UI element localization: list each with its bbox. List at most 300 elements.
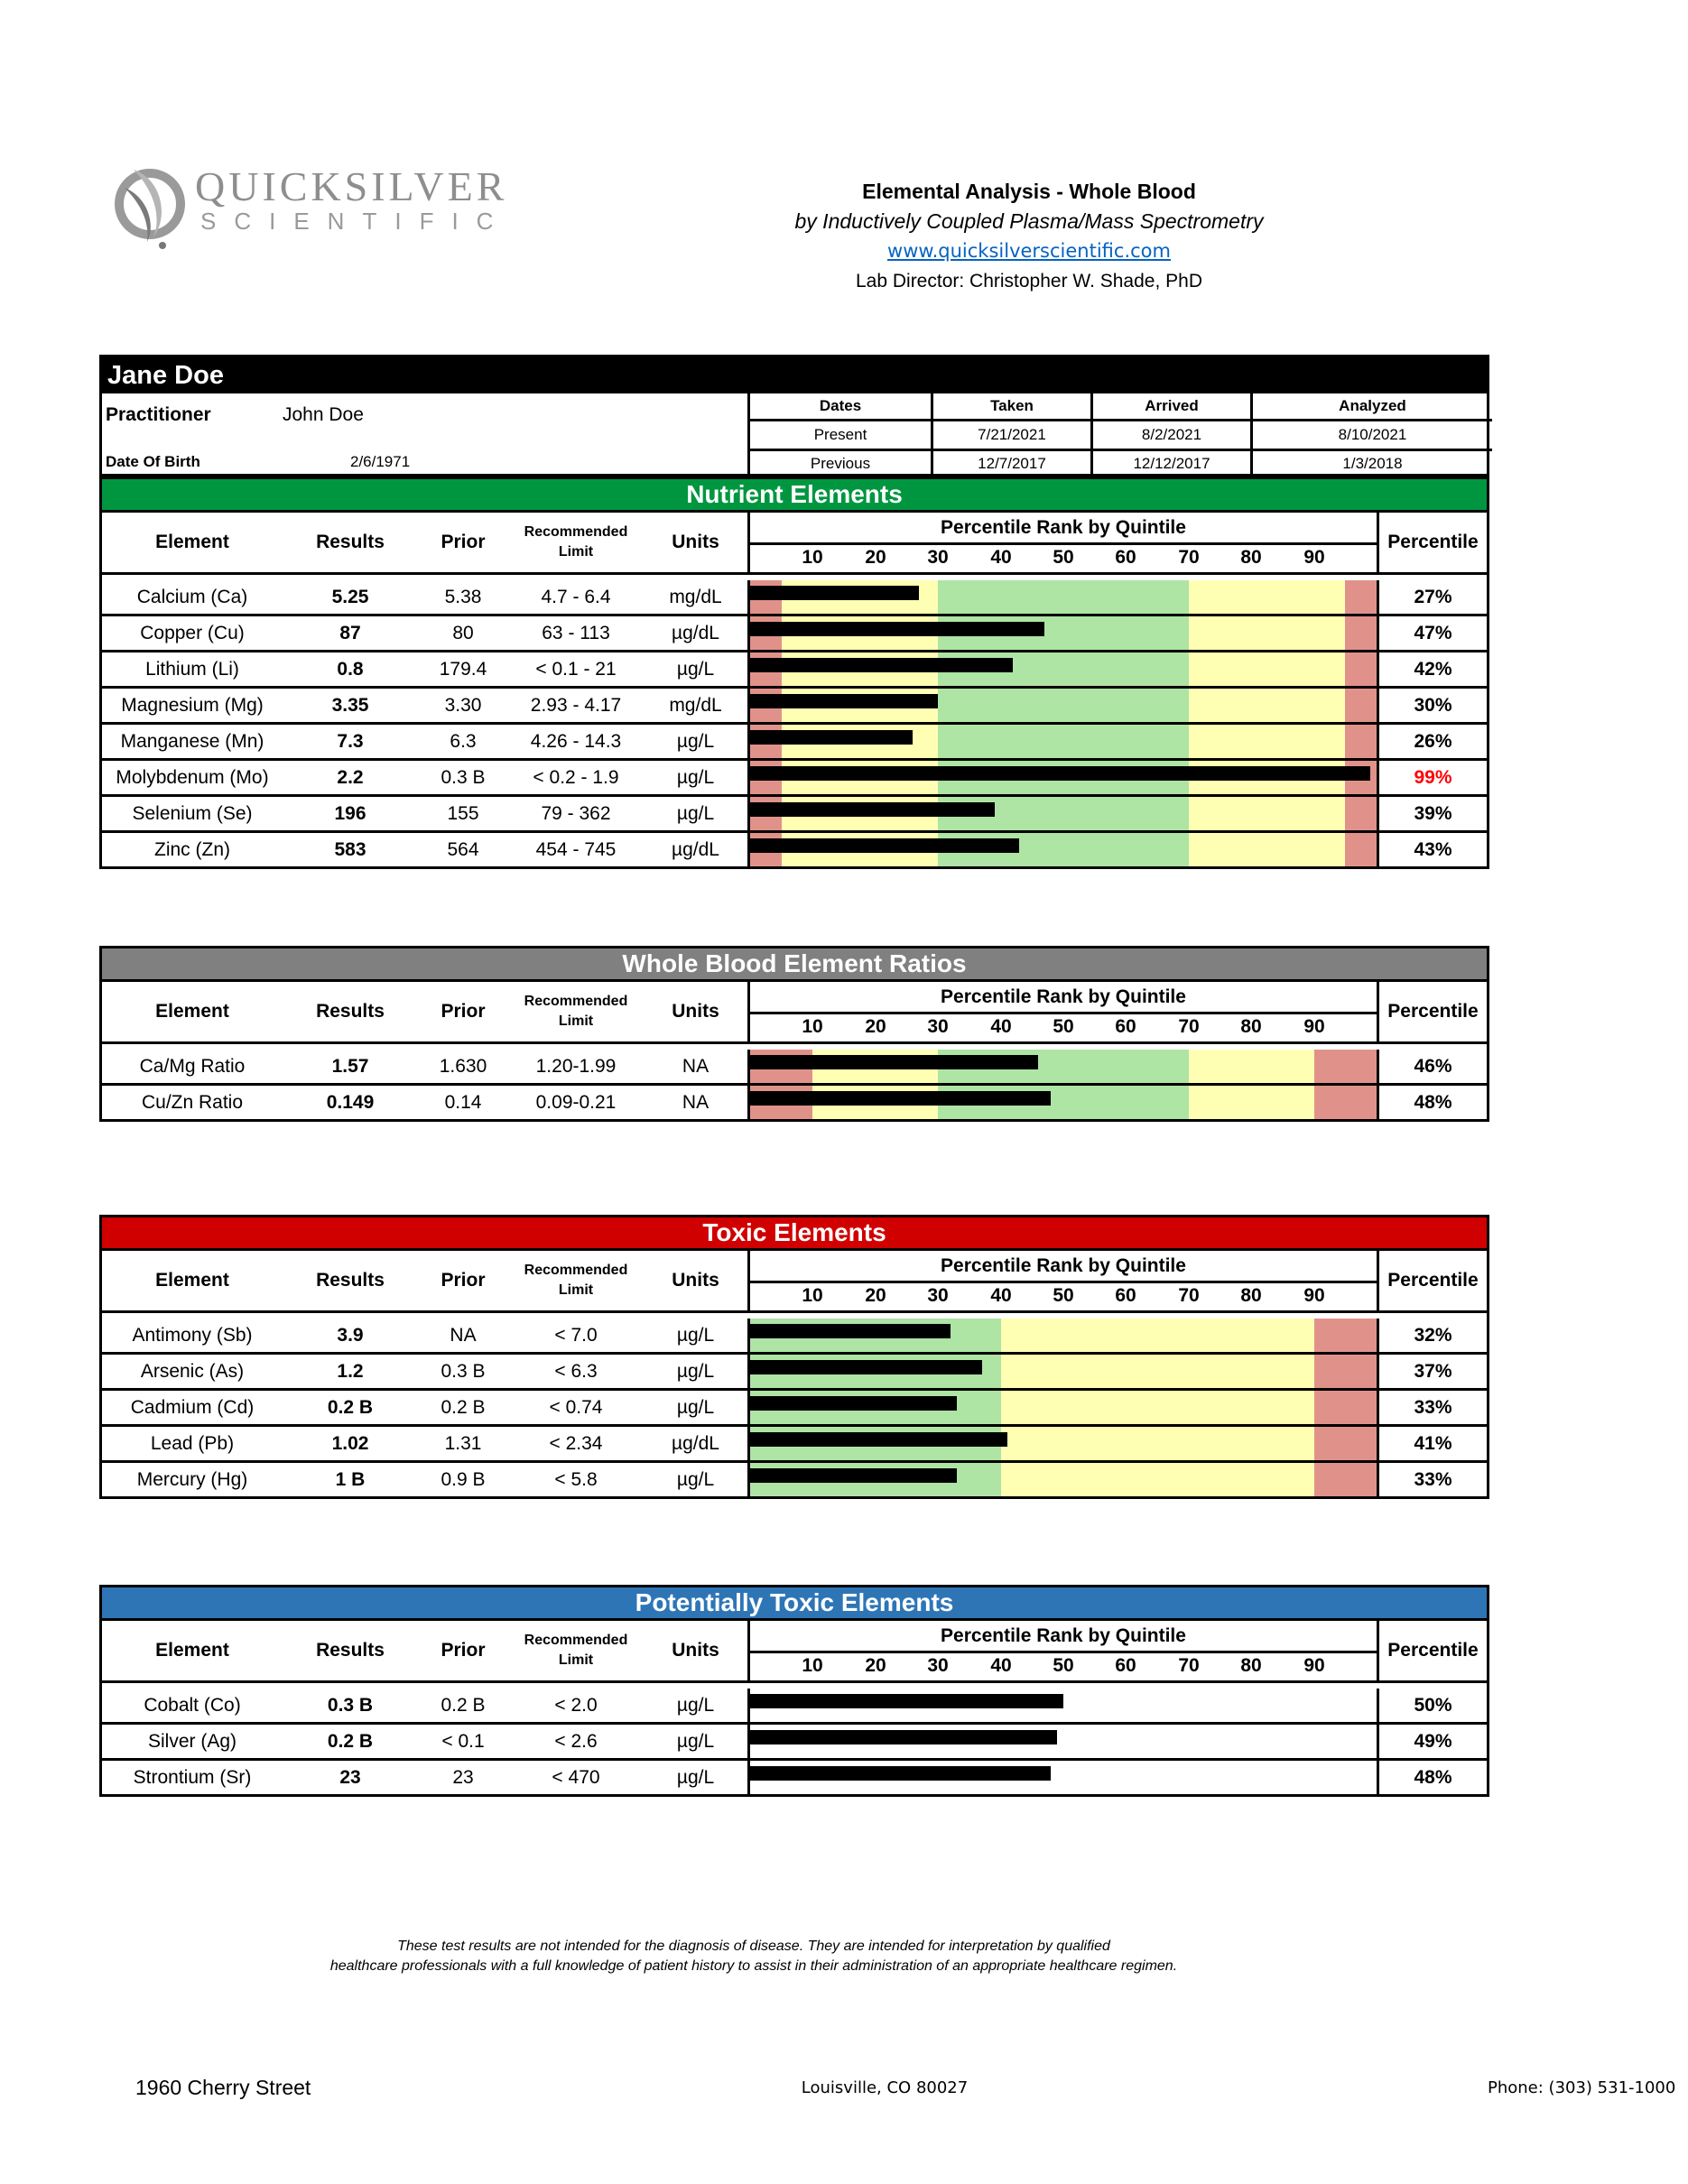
element-name: Strontium (Sr) bbox=[133, 1767, 252, 1788]
recommended-limit: < 7.0 bbox=[554, 1325, 598, 1346]
range-zone bbox=[1345, 833, 1377, 866]
prior-value: 155 bbox=[447, 803, 479, 824]
percentile-value: 48% bbox=[1414, 1767, 1452, 1788]
header-results: Results bbox=[316, 1001, 385, 1022]
prior-value: NA bbox=[450, 1325, 477, 1346]
range-zone bbox=[938, 689, 1189, 722]
percentile-bar bbox=[750, 694, 938, 708]
units-value: µg/L bbox=[676, 803, 715, 824]
table-row bbox=[102, 1319, 1487, 1352]
header-rec-line: Limit bbox=[558, 1652, 594, 1668]
percentile-bar-area bbox=[747, 1319, 1379, 1352]
header-percentile: Percentile bbox=[1387, 1640, 1479, 1661]
footer-phone: Phone: (303) 531-1000 bbox=[1488, 2078, 1676, 2097]
recommended-limit: < 0.1 - 21 bbox=[535, 659, 617, 680]
practitioner-label: Practitioner bbox=[106, 404, 211, 425]
tick-label: 30 bbox=[927, 1285, 949, 1306]
dates-header-cell: Dates bbox=[750, 393, 932, 421]
units-value: µg/L bbox=[676, 1767, 715, 1788]
result-value: 1.57 bbox=[331, 1056, 369, 1077]
percentile-bar bbox=[750, 1468, 957, 1483]
column-header-row bbox=[102, 1251, 1487, 1313]
units-value: µg/L bbox=[676, 731, 715, 752]
quintile-ticks bbox=[750, 542, 1377, 575]
result-value: 583 bbox=[334, 839, 366, 860]
range-zone bbox=[1345, 797, 1377, 830]
tick-label: 50 bbox=[1053, 547, 1074, 568]
element-name: Arsenic (As) bbox=[140, 1361, 245, 1382]
prior-value: 0.14 bbox=[444, 1092, 482, 1113]
recommended-limit: < 0.2 - 1.9 bbox=[533, 767, 619, 788]
recommended-limit: < 0.74 bbox=[549, 1397, 603, 1418]
range-zone bbox=[1314, 1086, 1377, 1119]
dates-cell: 12/7/2017 bbox=[932, 449, 1092, 477]
prior-value: 0.3 B bbox=[441, 1361, 486, 1382]
percentile-value: 39% bbox=[1414, 803, 1452, 824]
header-recommended-limit bbox=[508, 513, 644, 572]
tick-label: 40 bbox=[990, 547, 1012, 568]
recommended-limit: 4.7 - 6.4 bbox=[541, 587, 611, 607]
column-header-row bbox=[102, 1621, 1487, 1683]
header-units: Units bbox=[672, 1270, 719, 1291]
percentile-bar-area bbox=[747, 1086, 1379, 1119]
units-value: µg/L bbox=[676, 1397, 715, 1418]
result-value: 3.9 bbox=[337, 1325, 364, 1346]
section-title: Potentially Toxic Elements bbox=[102, 1587, 1487, 1621]
table-row bbox=[102, 1352, 1487, 1388]
result-value: 0.2 B bbox=[327, 1731, 374, 1752]
units-value: µg/L bbox=[676, 1361, 715, 1382]
prior-value: 0.3 B bbox=[441, 767, 486, 788]
range-zone bbox=[1001, 1391, 1314, 1424]
header-units: Units bbox=[672, 1001, 719, 1022]
table-row bbox=[102, 758, 1487, 794]
dates-cell: Previous bbox=[750, 449, 932, 477]
element-name: Antimony (Sb) bbox=[132, 1325, 253, 1346]
units-value: mg/dL bbox=[669, 587, 722, 607]
table-row bbox=[102, 1460, 1487, 1496]
header-results: Results bbox=[316, 1270, 385, 1291]
header-percentile: Percentile bbox=[1387, 1001, 1479, 1022]
range-zone bbox=[1189, 797, 1346, 830]
result-value: 7.3 bbox=[337, 731, 364, 752]
tick-label: 90 bbox=[1303, 547, 1325, 568]
percentile-bar bbox=[750, 658, 1013, 672]
quintile-ticks bbox=[750, 1281, 1377, 1313]
header-results: Results bbox=[316, 1640, 385, 1661]
percentile-bar-area bbox=[747, 1725, 1379, 1758]
range-zone bbox=[1001, 1463, 1314, 1496]
header-prior: Prior bbox=[441, 1270, 486, 1291]
range-zone bbox=[1189, 652, 1346, 686]
header-results: Results bbox=[316, 532, 385, 552]
header-element: Element bbox=[155, 532, 229, 552]
tick-label: 70 bbox=[1178, 1016, 1200, 1037]
header-rec-wrap bbox=[524, 1261, 628, 1300]
prior-value: 3.30 bbox=[444, 695, 482, 716]
range-zone bbox=[1189, 833, 1346, 866]
result-value: 196 bbox=[334, 803, 366, 824]
range-zone bbox=[1001, 1427, 1314, 1460]
header-rec-line: Limit bbox=[558, 1013, 594, 1029]
element-name: Silver (Ag) bbox=[147, 1731, 237, 1752]
percentile-bar-area bbox=[747, 689, 1379, 722]
nutrient-elements-section bbox=[99, 477, 1489, 869]
recommended-limit: 4.26 - 14.3 bbox=[530, 731, 622, 752]
percentile-bar-area bbox=[747, 1391, 1379, 1424]
practitioner-value: John Doe bbox=[283, 404, 364, 425]
percentile-value: 42% bbox=[1414, 659, 1452, 680]
header-rec-line: Recommended bbox=[524, 1263, 628, 1278]
percentile-value: 26% bbox=[1414, 731, 1452, 752]
header-units: Units bbox=[672, 532, 719, 552]
prior-value: 1.31 bbox=[444, 1433, 482, 1454]
table-row bbox=[102, 1424, 1487, 1460]
header-recommended-limit bbox=[508, 1621, 644, 1680]
header-recommended-limit bbox=[508, 982, 644, 1041]
units-value: µg/L bbox=[676, 659, 715, 680]
header-prior: Prior bbox=[441, 532, 486, 552]
header-element: Element bbox=[155, 1270, 229, 1291]
column-header-row bbox=[102, 513, 1487, 575]
element-name: Manganese (Mn) bbox=[120, 731, 264, 752]
percentile-value: 43% bbox=[1414, 839, 1452, 860]
percentile-bar-area bbox=[747, 797, 1379, 830]
element-name: Cadmium (Cd) bbox=[130, 1397, 255, 1418]
prior-value: 0.2 B bbox=[441, 1397, 486, 1418]
range-zone bbox=[1189, 1050, 1314, 1083]
percentile-bar bbox=[750, 1091, 1051, 1106]
element-name: Magnesium (Mg) bbox=[121, 695, 264, 716]
tick-label: 30 bbox=[927, 1655, 949, 1676]
percentile-value: 47% bbox=[1414, 623, 1452, 643]
percentile-bar bbox=[750, 1432, 1007, 1447]
percentile-value: 49% bbox=[1414, 1731, 1452, 1752]
column-header-row bbox=[102, 982, 1487, 1044]
percentile-value: 27% bbox=[1414, 587, 1452, 607]
range-zone bbox=[1189, 725, 1346, 758]
tick-label: 80 bbox=[1240, 547, 1262, 568]
percentile-rank-title: Percentile Rank by Quintile bbox=[941, 1255, 1186, 1276]
percentile-value: 46% bbox=[1414, 1056, 1452, 1077]
header-units: Units bbox=[672, 1640, 719, 1661]
percentile-value: 33% bbox=[1414, 1469, 1452, 1490]
header-element: Element bbox=[155, 1001, 229, 1022]
element-name: Lead (Pb) bbox=[150, 1433, 235, 1454]
logo bbox=[107, 152, 512, 260]
dates-cell: 1/3/2018 bbox=[1252, 449, 1493, 477]
tick-label: 10 bbox=[802, 1655, 823, 1676]
tick-label: 80 bbox=[1240, 1655, 1262, 1676]
element-name: Mercury (Hg) bbox=[136, 1469, 248, 1490]
dates-cell: 7/21/2021 bbox=[932, 421, 1092, 449]
header-rec-wrap bbox=[524, 1631, 628, 1670]
percentile-value: 50% bbox=[1414, 1695, 1452, 1716]
table-row bbox=[102, 1050, 1487, 1083]
recommended-limit: < 470 bbox=[552, 1767, 600, 1788]
percentile-bar-area bbox=[747, 1761, 1379, 1794]
dob-label: Date Of Birth bbox=[106, 453, 200, 470]
percentile-value: 37% bbox=[1414, 1361, 1452, 1382]
range-zone bbox=[1189, 1086, 1314, 1119]
tick-label: 90 bbox=[1303, 1285, 1325, 1306]
prior-value: 179.4 bbox=[439, 659, 487, 680]
table-row bbox=[102, 722, 1487, 758]
footer-street: 1960 Cherry Street bbox=[135, 2076, 311, 2099]
result-value: 87 bbox=[339, 623, 361, 643]
logo-subword: SCIENTIFIC bbox=[200, 208, 512, 235]
range-zone bbox=[1189, 689, 1346, 722]
patient-name: Jane Doe bbox=[102, 357, 1487, 393]
percentile-bar-area bbox=[747, 833, 1379, 866]
units-value: µg/dL bbox=[672, 623, 719, 643]
tick-label: 70 bbox=[1178, 1285, 1200, 1306]
result-value: 1 B bbox=[335, 1469, 366, 1490]
range-zone bbox=[1314, 1355, 1377, 1388]
header-percentile: Percentile bbox=[1387, 532, 1479, 552]
recommended-limit: 63 - 113 bbox=[542, 623, 610, 643]
units-value: µg/L bbox=[676, 1731, 715, 1752]
table-row bbox=[102, 614, 1487, 650]
quintile-ticks bbox=[750, 1012, 1377, 1044]
tick-label: 50 bbox=[1053, 1655, 1074, 1676]
tick-label: 60 bbox=[1115, 1655, 1136, 1676]
prior-value: < 0.1 bbox=[441, 1731, 485, 1752]
units-value: µg/dL bbox=[672, 1433, 719, 1454]
table-row bbox=[102, 1689, 1487, 1722]
percentile-bar bbox=[750, 1360, 982, 1374]
range-zone bbox=[1189, 580, 1346, 614]
header-element: Element bbox=[155, 1640, 229, 1661]
result-value: 0.149 bbox=[326, 1092, 375, 1113]
element-name: Selenium (Se) bbox=[132, 803, 253, 824]
table-row bbox=[102, 686, 1487, 722]
element-ratios-section bbox=[99, 946, 1489, 1122]
tick-label: 90 bbox=[1303, 1016, 1325, 1037]
header-rec-line: Limit bbox=[558, 544, 594, 560]
units-value: µg/L bbox=[676, 767, 715, 788]
range-zone bbox=[1345, 689, 1377, 722]
percentile-bar-area bbox=[747, 1050, 1379, 1083]
table-row bbox=[102, 1758, 1487, 1794]
lab-director: Lab Director: Christopher W. Shade, PhD bbox=[855, 271, 1202, 292]
element-name: Calcium (Ca) bbox=[136, 587, 248, 607]
quicksilver-logo-icon bbox=[107, 152, 197, 260]
element-name: Cu/Zn Ratio bbox=[141, 1092, 244, 1113]
percentile-value: 48% bbox=[1414, 1092, 1452, 1113]
percentile-bar-area bbox=[747, 725, 1379, 758]
percentile-bar-area bbox=[747, 1689, 1379, 1722]
percentile-bar bbox=[750, 1730, 1057, 1744]
units-value: NA bbox=[682, 1092, 710, 1113]
percentile-bar bbox=[750, 1766, 1051, 1781]
tick-label: 40 bbox=[990, 1285, 1012, 1306]
percentile-value: 30% bbox=[1414, 695, 1452, 716]
range-zone bbox=[1314, 1319, 1377, 1352]
header-rec-line: Limit bbox=[558, 1282, 594, 1298]
range-zone bbox=[938, 580, 1189, 614]
header-prior: Prior bbox=[441, 1001, 486, 1022]
percentile-rank-header bbox=[747, 1621, 1379, 1680]
section-title: Whole Blood Element Ratios bbox=[102, 949, 1487, 982]
recommended-limit: 454 - 745 bbox=[535, 839, 617, 860]
recommended-limit: 79 - 362 bbox=[541, 803, 611, 824]
tick-label: 70 bbox=[1178, 1655, 1200, 1676]
percentile-value: 32% bbox=[1414, 1325, 1452, 1346]
prior-value: 0.2 B bbox=[441, 1695, 486, 1716]
percentile-bar bbox=[750, 1324, 951, 1338]
percentile-bar-area bbox=[747, 616, 1379, 650]
prior-value: 1.630 bbox=[439, 1056, 487, 1077]
dates-cell: 8/10/2021 bbox=[1252, 421, 1493, 449]
dates-header-cell: Taken bbox=[932, 393, 1092, 421]
units-value: µg/L bbox=[676, 1325, 715, 1346]
units-value: µg/L bbox=[676, 1469, 715, 1490]
element-name: Ca/Mg Ratio bbox=[139, 1056, 246, 1077]
report-title: Elemental Analysis - Whole Blood bbox=[862, 180, 1196, 203]
table-row bbox=[102, 1722, 1487, 1758]
dates-header-cell: Arrived bbox=[1092, 393, 1252, 421]
tick-label: 50 bbox=[1053, 1016, 1074, 1037]
recommended-limit: 0.09-0.21 bbox=[535, 1092, 617, 1113]
tick-label: 40 bbox=[990, 1655, 1012, 1676]
percentile-bar-area bbox=[747, 1427, 1379, 1460]
tick-label: 10 bbox=[802, 1285, 823, 1306]
range-zone bbox=[938, 725, 1189, 758]
percentile-bar bbox=[750, 730, 913, 745]
percentile-value: 41% bbox=[1414, 1433, 1452, 1454]
header-rec-wrap bbox=[524, 523, 628, 562]
tick-label: 10 bbox=[802, 1016, 823, 1037]
prior-value: 80 bbox=[452, 623, 474, 643]
tick-label: 80 bbox=[1240, 1285, 1262, 1306]
percentile-value: 99% bbox=[1414, 767, 1452, 788]
range-zone bbox=[1001, 1355, 1314, 1388]
recommended-limit: < 2.0 bbox=[554, 1695, 598, 1716]
percentile-bar-area bbox=[747, 761, 1379, 794]
tick-label: 40 bbox=[990, 1016, 1012, 1037]
website-link[interactable]: www.quicksilverscientific.com bbox=[887, 240, 1171, 262]
tick-label: 10 bbox=[802, 547, 823, 568]
recommended-limit: < 5.8 bbox=[554, 1469, 598, 1490]
prior-value: 6.3 bbox=[450, 731, 477, 752]
tick-label: 90 bbox=[1303, 1655, 1325, 1676]
header-rec-line: Recommended bbox=[524, 1633, 628, 1648]
disclaimer-line: These test results are not intended for the diagnosis of disease. They are intended for interpretation by qualified bbox=[397, 1939, 1110, 1954]
potentially-toxic-elements-section bbox=[99, 1585, 1489, 1797]
tick-label: 30 bbox=[927, 547, 949, 568]
result-value: 5.25 bbox=[331, 587, 369, 607]
toxic-elements-section bbox=[99, 1215, 1489, 1499]
percentile-rank-title: Percentile Rank by Quintile bbox=[941, 986, 1186, 1007]
dates-cell: Present bbox=[750, 421, 932, 449]
result-value: 1.2 bbox=[337, 1361, 364, 1382]
recommended-limit: 2.93 - 4.17 bbox=[530, 695, 622, 716]
header-percentile: Percentile bbox=[1387, 1270, 1479, 1291]
recommended-limit: 1.20-1.99 bbox=[535, 1056, 617, 1077]
percentile-rank-header bbox=[747, 1251, 1379, 1310]
footer-city: Louisville, CO 80027 bbox=[801, 2078, 969, 2097]
table-row bbox=[102, 650, 1487, 686]
disclaimer-line: healthcare professionals with a full knowledge of patient history to assist in their administration of an appropriate healthcare regimen. bbox=[329, 1958, 1178, 1974]
table-row bbox=[102, 580, 1487, 614]
percentile-bar bbox=[750, 1694, 1063, 1708]
percentile-bar bbox=[750, 766, 1370, 781]
range-zone bbox=[1189, 616, 1346, 650]
range-zone bbox=[1314, 1463, 1377, 1496]
percentile-bar-area bbox=[747, 580, 1379, 614]
result-value: 3.35 bbox=[331, 695, 369, 716]
range-zone bbox=[1345, 580, 1377, 614]
header-recommended-limit bbox=[508, 1251, 644, 1310]
tick-label: 50 bbox=[1053, 1285, 1074, 1306]
patient-info bbox=[99, 355, 1489, 477]
units-value: µg/L bbox=[676, 1695, 715, 1716]
percentile-bar bbox=[750, 1396, 957, 1411]
header-rec-wrap bbox=[524, 992, 628, 1032]
quintile-ticks bbox=[750, 1651, 1377, 1683]
percentile-rank-title: Percentile Rank by Quintile bbox=[941, 517, 1186, 538]
header-prior: Prior bbox=[441, 1640, 486, 1661]
range-zone bbox=[1001, 1319, 1314, 1352]
recommended-limit: < 2.6 bbox=[554, 1731, 598, 1752]
table-row bbox=[102, 794, 1487, 830]
range-zone bbox=[1345, 725, 1377, 758]
table-row bbox=[102, 1083, 1487, 1119]
units-value: µg/dL bbox=[672, 839, 719, 860]
element-name: Cobalt (Co) bbox=[144, 1695, 241, 1716]
result-value: 0.3 B bbox=[327, 1695, 374, 1716]
percentile-bar-area bbox=[747, 1463, 1379, 1496]
dates-header-cell: Analyzed bbox=[1252, 393, 1493, 421]
dates-table bbox=[747, 393, 1492, 477]
tick-label: 20 bbox=[865, 547, 886, 568]
table-row bbox=[102, 1388, 1487, 1424]
range-zone bbox=[1314, 1427, 1377, 1460]
tick-label: 60 bbox=[1115, 547, 1136, 568]
section-title: Nutrient Elements bbox=[102, 479, 1487, 513]
percentile-bar bbox=[750, 838, 1019, 853]
units-value: mg/dL bbox=[669, 695, 722, 716]
element-name: Molybdenum (Mo) bbox=[116, 767, 269, 788]
prior-value: 0.9 B bbox=[441, 1469, 486, 1490]
report-header bbox=[704, 177, 1354, 296]
section-title: Toxic Elements bbox=[102, 1217, 1487, 1251]
tick-label: 80 bbox=[1240, 1016, 1262, 1037]
element-name: Zinc (Zn) bbox=[154, 839, 230, 860]
table-row bbox=[102, 830, 1487, 866]
header-rec-line: Recommended bbox=[524, 994, 628, 1009]
percentile-bar bbox=[750, 586, 919, 600]
logo-wordmark: QUICKSILVER bbox=[195, 163, 508, 209]
tick-label: 60 bbox=[1115, 1285, 1136, 1306]
result-value: 0.8 bbox=[337, 659, 364, 680]
percentile-bar bbox=[750, 1055, 1038, 1069]
result-value: 0.2 B bbox=[327, 1397, 374, 1418]
percentile-value: 33% bbox=[1414, 1397, 1452, 1418]
result-value: 1.02 bbox=[331, 1433, 369, 1454]
recommended-limit: < 2.34 bbox=[549, 1433, 603, 1454]
element-name: Lithium (Li) bbox=[145, 659, 239, 680]
prior-value: 564 bbox=[447, 839, 479, 860]
percentile-rank-header bbox=[747, 513, 1379, 572]
header-rec-line: Recommended bbox=[524, 524, 628, 540]
tick-label: 60 bbox=[1115, 1016, 1136, 1037]
range-zone bbox=[1345, 652, 1377, 686]
prior-value: 5.38 bbox=[444, 587, 482, 607]
percentile-bar bbox=[750, 802, 995, 817]
result-value: 23 bbox=[339, 1767, 361, 1788]
